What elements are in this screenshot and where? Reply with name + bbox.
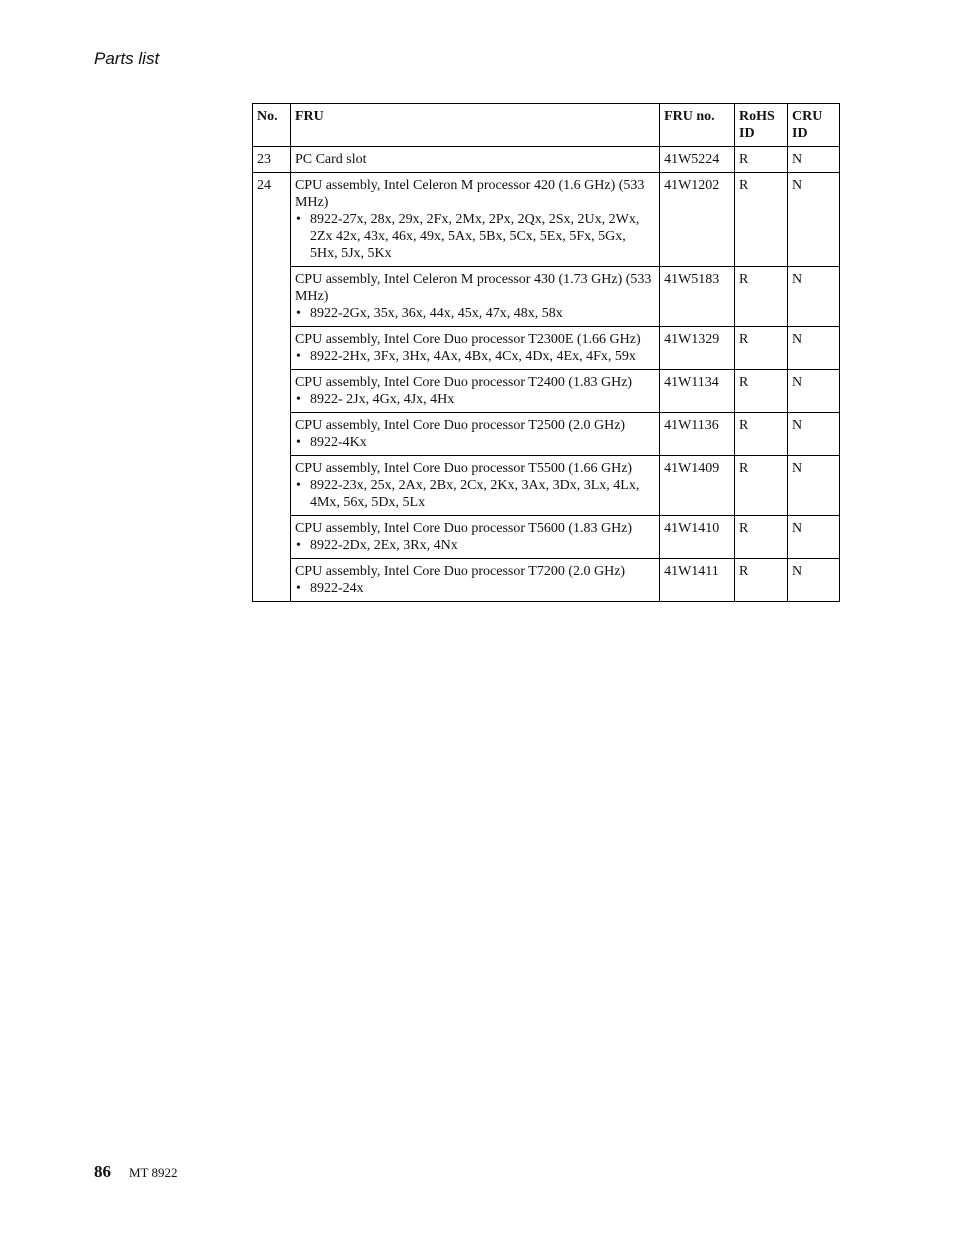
cru-id: N (788, 327, 840, 370)
fru-description-cell (290, 173, 659, 267)
item-number: 24 (253, 173, 291, 602)
rohs-id: R (735, 173, 788, 267)
model-list-item: • 8922- 2Jx, 4Gx, 4Jx, 4Hx (295, 391, 655, 408)
fru-number: 41W1134 (660, 370, 735, 413)
model-list-item: • 8922-2Dx, 2Ex, 3Rx, 4Nx (295, 537, 655, 554)
table-row (253, 267, 840, 327)
model-list (295, 305, 655, 322)
table-row (253, 559, 840, 602)
model-list (295, 348, 655, 365)
cru-id: N (788, 516, 840, 559)
fru-number: 41W5183 (660, 267, 735, 327)
rohs-id: R (735, 413, 788, 456)
fru-description: CPU assembly, Intel Core Duo processor T7200 (2.0 GHz) (294, 564, 626, 579)
table-row (253, 173, 840, 267)
rohs-id: R (735, 147, 788, 173)
fru-number: 41W1202 (660, 173, 735, 267)
model-list (295, 211, 655, 262)
fru-description-cell (290, 413, 659, 456)
fru-number: 41W1329 (660, 327, 735, 370)
fru-description-cell (290, 267, 659, 327)
fru-description-cell (290, 370, 659, 413)
fru-description-cell (290, 516, 659, 559)
cru-id: N (788, 456, 840, 516)
fru-description: CPU assembly, Intel Core Duo processor T5500 (1.66 GHz) (294, 461, 633, 476)
fru-number: 41W1411 (660, 559, 735, 602)
table-row (253, 370, 840, 413)
model-list (295, 434, 655, 451)
col-header-fru-no: FRU no. (660, 104, 735, 147)
fru-number: 41W1410 (660, 516, 735, 559)
rohs-id: R (735, 327, 788, 370)
item-number: 23 (253, 147, 291, 173)
cru-id: N (788, 413, 840, 456)
cru-id: N (788, 267, 840, 327)
table-row (253, 413, 840, 456)
cru-id: N (788, 559, 840, 602)
model-list-item: • 8922-23x, 25x, 2Ax, 2Bx, 2Cx, 2Kx, 3Ax, 3Dx, 3Lx, 4Lx, 4Mx, 56x, 5Dx, 5Lx (295, 477, 655, 511)
fru-description: CPU assembly, Intel Core Duo processor T2400 (1.83 GHz) (294, 375, 633, 390)
fru-description: CPU assembly, Intel Core Duo processor T2300E (1.66 GHz) (294, 332, 641, 347)
cru-id: N (788, 147, 840, 173)
fru-description: CPU assembly, Intel Core Duo processor T2500 (2.0 GHz) (294, 418, 626, 433)
model-list-item: • 8922-24x (295, 580, 655, 597)
rohs-id: R (735, 516, 788, 559)
table-row (253, 456, 840, 516)
fru-description-cell (290, 327, 659, 370)
table-row (253, 147, 840, 173)
page-footer (94, 1162, 178, 1182)
machine-type: MT 8922 (129, 1165, 178, 1180)
fru-description-cell (290, 559, 659, 602)
fru-description: CPU assembly, Intel Celeron M processor 430 (1.73 GHz) (533 MHz) (294, 272, 652, 304)
cru-id: N (788, 370, 840, 413)
rohs-id: R (735, 267, 788, 327)
table-header-row (253, 104, 840, 147)
rohs-id: R (735, 456, 788, 516)
fru-description-cell (290, 456, 659, 516)
col-header-fru: FRU (290, 104, 659, 147)
table-row (253, 327, 840, 370)
fru-number: 41W1136 (660, 413, 735, 456)
parts-table (252, 103, 840, 602)
fru-description-cell (290, 147, 659, 173)
model-list (295, 537, 655, 554)
fru-description: CPU assembly, Intel Celeron M processor 420 (1.6 GHz) (533 MHz) (294, 178, 645, 210)
model-list (295, 477, 655, 511)
fru-description: CPU assembly, Intel Core Duo processor T5600 (1.83 GHz) (294, 521, 633, 536)
model-list-item: • 8922-27x, 28x, 29x, 2Fx, 2Mx, 2Px, 2Qx, 2Sx, 2Ux, 2Wx, 2Zx 42x, 43x, 46x, 49x, 5Ax, 5Bx, 5Cx, 5Ex, 5Fx, 5Gx, 5Hx, 5Jx, 5Kx (295, 211, 655, 262)
model-list-item: • 8922-4Kx (295, 434, 655, 451)
fru-description: PC Card slot (294, 152, 367, 167)
cru-id: N (788, 173, 840, 267)
section-title: Parts list (94, 49, 160, 68)
col-header-no: No. (253, 104, 291, 147)
col-header-rohs-id: RoHS ID (735, 104, 788, 147)
col-header-cru-id: CRU ID (788, 104, 840, 147)
model-list (295, 580, 655, 597)
table-row (253, 516, 840, 559)
rohs-id: R (735, 370, 788, 413)
fru-number: 41W1409 (660, 456, 735, 516)
fru-number: 41W5224 (660, 147, 735, 173)
model-list-item: • 8922-2Hx, 3Fx, 3Hx, 4Ax, 4Bx, 4Cx, 4Dx, 4Ex, 4Fx, 59x (295, 348, 655, 365)
rohs-id: R (735, 559, 788, 602)
model-list (295, 391, 655, 408)
model-list-item: • 8922-2Gx, 35x, 36x, 44x, 45x, 47x, 48x, 58x (295, 305, 655, 322)
page-number: 86 (94, 1162, 111, 1181)
